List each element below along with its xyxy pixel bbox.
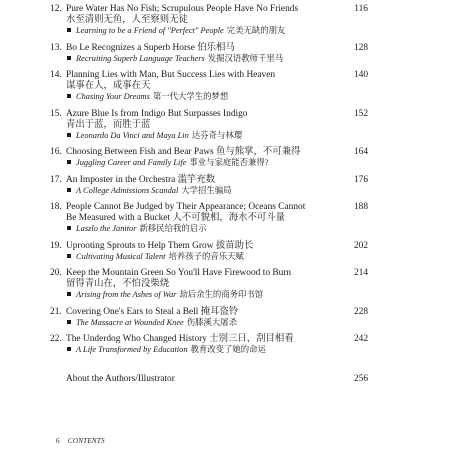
chapter-title: 青出于蓝，而胜于蓝	[66, 119, 151, 130]
footer-label: CONTENTS	[67, 437, 105, 445]
subtitle-chinese: 第一代大学生的梦想	[152, 92, 229, 101]
square-bullet-icon	[67, 133, 71, 137]
chapter-title: Pure Water Has No Fish; Scrupulous People Have No Friends	[66, 4, 299, 14]
square-bullet-icon	[67, 347, 71, 351]
chapter-number: 19.	[50, 240, 62, 251]
toc-entry[interactable]	[50, 268, 368, 301]
page-number: 128	[353, 42, 368, 53]
page-number: 164	[353, 147, 368, 157]
chapter-title: The Underdog Who Changed History 士别三日，刮目相看	[66, 334, 294, 344]
toc-entry-title-line	[50, 307, 368, 318]
chapter-number: 18.	[50, 202, 62, 212]
square-bullet-icon	[67, 28, 71, 32]
chapter-title: Choosing Between Fish and Bear Paws 鱼与熊掌，不可兼得	[66, 147, 301, 157]
page-number: 256	[353, 373, 368, 384]
chapter-title: 谋事在人，成事在天	[66, 81, 151, 91]
page-number: 214	[353, 268, 368, 278]
page-footer	[56, 437, 105, 445]
subtitle-english: Cultivating Musical Talent	[76, 251, 166, 261]
square-bullet-icon	[67, 254, 71, 258]
chapter-number: 17.	[50, 174, 62, 185]
subtitle-english: Recruiting Superb Language Teachers	[76, 53, 205, 63]
subtitle-chinese: 劫后余生的商务印书馆	[179, 290, 264, 299]
subtitle-english: Laszlo the Janitor	[76, 224, 137, 233]
chapter-number: 22.	[50, 334, 62, 344]
square-bullet-icon	[67, 226, 71, 230]
toc-entry-about[interactable]	[50, 374, 368, 385]
table-of-contents	[50, 4, 368, 391]
square-bullet-icon	[67, 160, 71, 164]
toc-entry-title-line	[50, 175, 368, 186]
toc-entry-title-line	[50, 120, 368, 131]
chapter-subtitle	[50, 131, 368, 142]
toc-entry[interactable]	[50, 70, 368, 103]
chapter-title: Covering One's Ears to Steal a Bell 掩耳盗铃	[66, 306, 239, 317]
page-number: 116	[354, 4, 368, 14]
chapter-title: Be Measured with a Bucket 人不可貌相，海水不可斗量	[66, 213, 285, 223]
toc-entry-title-line	[50, 109, 368, 120]
toc-entry[interactable]	[50, 175, 368, 197]
chapter-title: An Imposter in the Orchestra 滥竽充数	[66, 174, 216, 185]
chapter-number: 21.	[50, 306, 62, 317]
subtitle-chinese: 达芬奇与林璎	[191, 130, 243, 140]
toc-entry-title-line	[50, 279, 368, 290]
toc-entry[interactable]	[50, 241, 368, 263]
square-bullet-icon	[67, 292, 71, 296]
subtitle-english: Arising from the Ashes of War	[76, 290, 177, 299]
chapter-title: Planning Lies with Man, But Success Lies with Heaven	[66, 70, 276, 80]
toc-entry-title-line	[50, 268, 368, 279]
chapter-number: 20.	[50, 268, 62, 278]
subtitle-chinese: 伤膝溪大屠杀	[186, 317, 238, 327]
chapter-title: People Cannot Be Judged by Their Appearance; Oceans Cannot	[66, 202, 306, 212]
subtitle-english: Chasing Your Dreams	[76, 92, 150, 101]
toc-entry[interactable]	[50, 307, 368, 329]
chapter-subtitle	[50, 54, 368, 65]
toc-entry-title-line	[50, 147, 368, 158]
toc-entry-title-line	[50, 43, 368, 54]
toc-entry[interactable]	[50, 109, 368, 142]
page-number: 242	[353, 334, 368, 344]
footer-page-number: 6	[56, 437, 60, 445]
chapter-subtitle	[50, 252, 368, 263]
chapter-number: 15.	[50, 108, 62, 119]
toc-entry[interactable]	[50, 202, 368, 235]
chapter-subtitle	[50, 345, 368, 356]
chapter-subtitle	[50, 158, 368, 169]
chapter-title: Uprooting Sprouts to Help Them Grow 拔苗助长	[66, 240, 254, 251]
toc-entry-title-line	[50, 4, 368, 15]
square-bullet-icon	[67, 94, 71, 98]
square-bullet-icon	[67, 56, 71, 60]
subtitle-english: Learning to be a Friend of "Perfect" People	[76, 26, 224, 35]
chapter-title: Azure Blue Is from Indigo But Surpasses Indigo	[66, 108, 248, 119]
toc-entry[interactable]	[50, 4, 368, 37]
toc-entry-title-line	[50, 241, 368, 252]
chapter-subtitle	[50, 26, 368, 37]
subtitle-chinese: 教育改变了她的命运	[190, 345, 266, 354]
subtitle-chinese: 新移民给我的启示	[139, 224, 207, 233]
toc-entry-title-line	[50, 70, 368, 81]
page-number: 188	[353, 202, 368, 212]
chapter-title: 水至清则无鱼，人至察则无徒	[66, 15, 188, 25]
toc-entry-title-line	[50, 334, 368, 345]
subtitle-english: Juggling Career and Family Life	[76, 158, 187, 167]
page-number: 140	[353, 70, 368, 80]
about-title: About the Authors/Illustrator	[66, 373, 175, 384]
toc-entry[interactable]	[50, 334, 368, 356]
subtitle-english: The Massacre at Wounded Knee	[76, 317, 184, 327]
chapter-subtitle	[50, 186, 368, 197]
toc-entry-title-line	[50, 15, 368, 26]
subtitle-chinese: 大学招生骗局	[181, 185, 232, 195]
toc-entry-title-line	[50, 213, 368, 224]
toc-entry-title-line	[50, 81, 368, 92]
chapter-title: 留得青山在，不怕没柴烧	[66, 279, 170, 289]
chapter-number: 13.	[50, 42, 62, 53]
chapter-number: 14.	[50, 70, 62, 80]
page-number: 176	[353, 174, 368, 185]
chapter-subtitle	[50, 92, 368, 103]
subtitle-chinese: 发掘汉语教师千里马	[207, 53, 284, 63]
subtitle-chinese: 培养孩子的音乐天赋	[168, 251, 244, 261]
page-number: 228	[353, 306, 368, 317]
page-number: 152	[353, 108, 368, 119]
page-number: 202	[353, 240, 368, 251]
toc-entry[interactable]	[50, 43, 368, 65]
subtitle-english: A Life Transformed by Education	[76, 345, 188, 354]
subtitle-chinese: 完美无缺的朋友	[226, 26, 286, 35]
subtitle-english: Leonardo Da Vinci and Maya Lin	[76, 130, 189, 140]
chapter-title: Bo Le Recognizes a Superb Horse 伯乐相马	[66, 42, 235, 53]
toc-entry[interactable]	[50, 147, 368, 169]
square-bullet-icon	[67, 320, 71, 324]
chapter-title: Keep the Mountain Green So You'll Have Firewood to Burn	[66, 268, 292, 278]
subtitle-chinese: 事业与家庭能否兼得?	[189, 158, 269, 167]
chapter-subtitle	[50, 224, 368, 235]
chapter-number: 12.	[50, 4, 62, 14]
chapter-subtitle	[50, 290, 368, 301]
chapter-number: 16.	[50, 147, 62, 157]
subtitle-english: A College Admissions Scandal	[76, 185, 179, 195]
chapter-subtitle	[50, 318, 368, 329]
toc-entry-title-line	[50, 374, 368, 385]
square-bullet-icon	[67, 188, 71, 192]
toc-entry-title-line	[50, 202, 368, 213]
